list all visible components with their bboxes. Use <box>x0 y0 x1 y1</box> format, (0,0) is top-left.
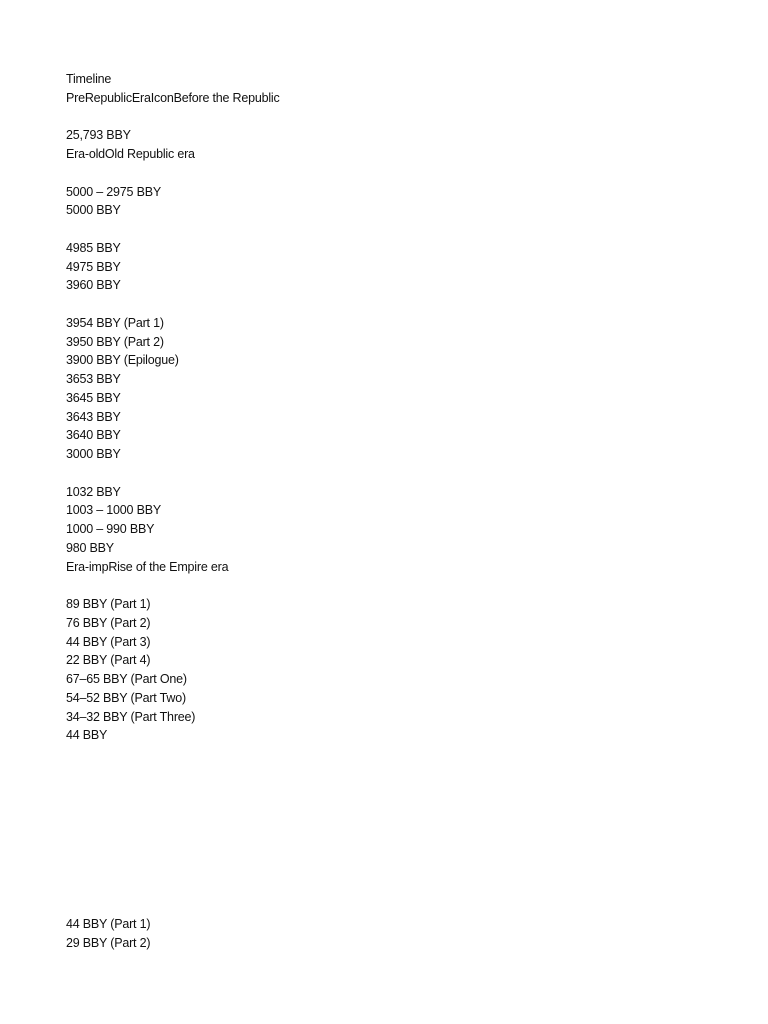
timeline-line: 3900 BBY (Epilogue) <box>66 353 179 368</box>
timeline-line: 54–52 BBY (Part Two) <box>66 690 186 705</box>
timeline-line: 4975 BBY <box>66 259 121 274</box>
timeline-line: PreRepublicEraIconBefore the Republic <box>66 90 280 105</box>
timeline-line: 3653 BBY <box>66 372 121 386</box>
timeline-line: 3645 BBY <box>66 390 121 405</box>
blank-line <box>66 220 280 239</box>
blank-line <box>66 464 280 483</box>
timeline-line: 3950 BBY (Part 2) <box>66 334 164 349</box>
timeline-line: 1000 – 990 BBY <box>66 522 155 536</box>
timeline-line: 76 BBY (Part 2) <box>66 615 151 630</box>
timeline-line: 3643 BBY <box>66 409 121 424</box>
timeline-line: 29 BBY (Part 2) <box>66 935 151 950</box>
timeline-line: Era-impRise of the Empire era <box>66 559 229 574</box>
timeline-line: 3640 BBY <box>66 428 121 443</box>
timeline-line: Timeline <box>66 72 112 86</box>
timeline-line: 3954 BBY (Part 1) <box>66 315 164 330</box>
blank-line <box>66 108 280 127</box>
timeline-line: 980 BBY <box>66 540 114 555</box>
timeline-line: Era-oldOld Republic era <box>66 147 195 161</box>
timeline-line: 3000 BBY <box>66 447 121 461</box>
timeline-line: 5000 BBY <box>66 203 121 218</box>
timeline-text-bottom <box>66 915 150 953</box>
timeline-line: 4985 BBY <box>66 240 121 255</box>
timeline-line: 44 BBY (Part 1) <box>66 917 151 931</box>
timeline-line: 22 BBY (Part 4) <box>66 653 151 668</box>
timeline-line: 1032 BBY <box>66 484 121 499</box>
timeline-line: 1003 – 1000 BBY <box>66 503 161 518</box>
timeline-line: 44 BBY <box>66 728 108 743</box>
timeline-line: 89 BBY (Part 1) <box>66 597 151 611</box>
timeline-line: 44 BBY (Part 3) <box>66 634 151 649</box>
blank-line <box>66 576 280 595</box>
blank-line <box>66 295 280 314</box>
timeline-line: 3960 BBY <box>66 278 121 293</box>
timeline-line: 34–32 BBY (Part Three) <box>66 709 196 724</box>
timeline-line: 67–65 BBY (Part One) <box>66 672 187 686</box>
timeline-line: 25,793 BBY <box>66 128 131 143</box>
timeline-text-main <box>66 70 280 745</box>
blank-line <box>66 164 280 183</box>
timeline-line: 5000 – 2975 BBY <box>66 184 161 199</box>
